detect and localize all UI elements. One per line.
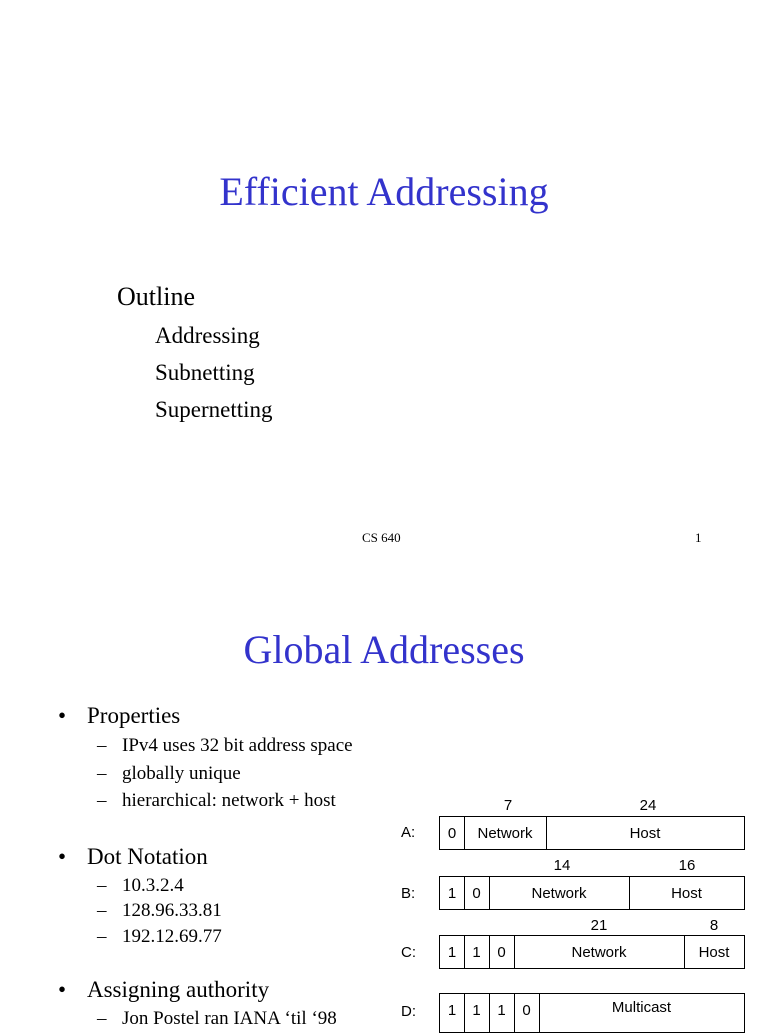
prefix-bit: 0 <box>440 817 465 849</box>
dash-marker: – <box>97 875 107 896</box>
prefix-bit: 1 <box>464 994 490 1032</box>
footer-course: CS 640 <box>362 530 401 545</box>
prefix-bit: 1 <box>464 936 490 968</box>
class-b-box <box>439 876 745 910</box>
network-field: Network <box>514 936 685 968</box>
host-field: Host <box>671 884 702 902</box>
bullet-assigning-authority <box>58 977 269 1003</box>
multicast-field: Multicast <box>611 999 672 1016</box>
bits-label-host: 8 <box>709 917 719 934</box>
bullet-marker: • <box>58 703 67 728</box>
class-d-box <box>439 993 745 1033</box>
dash-marker: – <box>97 790 107 811</box>
host-field: Host <box>629 824 661 842</box>
class-label: C: <box>401 944 416 961</box>
dash-marker: – <box>97 926 107 947</box>
outline-item: Supernetting <box>155 397 273 422</box>
bits-label-network: 14 <box>553 857 571 874</box>
sub-item-text: IPv4 uses 32 bit address space <box>122 735 353 756</box>
outline-item: Addressing <box>155 323 260 348</box>
sub-item <box>97 790 336 812</box>
dash-marker: – <box>97 900 107 921</box>
dash-marker: – <box>97 763 107 784</box>
bits-label-host: 24 <box>639 797 657 814</box>
outline-item: Subnetting <box>155 360 255 385</box>
bullet-label: Properties <box>87 703 181 728</box>
prefix-bit: 1 <box>440 994 465 1032</box>
bullet-label: Dot Notation <box>87 844 208 869</box>
bullet-label: Assigning authority <box>87 977 270 1002</box>
class-label: D: <box>401 1003 416 1020</box>
outline-heading: Outline <box>117 282 195 311</box>
prefix-bit: 1 <box>489 994 515 1032</box>
bits-label-network: 7 <box>503 797 513 814</box>
class-c-box <box>439 935 745 969</box>
prefix-bit: 0 <box>464 877 490 909</box>
sub-item-text: 128.96.33.81 <box>122 900 222 921</box>
class-label: A: <box>401 824 416 841</box>
prefix-bit: 0 <box>489 936 515 968</box>
host-field: Host <box>698 943 730 961</box>
prefix-bit: 1 <box>440 877 465 909</box>
bullet-dot-notation <box>58 844 208 870</box>
prefix-bit: 0 <box>514 994 540 1032</box>
sub-item <box>97 926 222 948</box>
sub-item <box>97 1008 337 1030</box>
bits-label-network: 21 <box>590 917 608 934</box>
sub-item-text: 192.12.69.77 <box>122 926 222 947</box>
network-field: Network <box>464 817 547 849</box>
bullet-properties <box>58 703 180 729</box>
sub-item <box>97 875 184 897</box>
sub-item-text: 10.3.2.4 <box>122 875 184 896</box>
sub-item-text: globally unique <box>122 763 241 784</box>
bits-label-host: 16 <box>678 857 696 874</box>
dash-marker: – <box>97 1008 107 1029</box>
dash-marker: – <box>97 735 107 756</box>
sub-item <box>97 735 353 757</box>
slide2-title: Global Addresses <box>243 627 525 672</box>
sub-item <box>97 763 241 785</box>
class-label: B: <box>401 885 416 902</box>
bullet-marker: • <box>58 844 67 869</box>
network-field: Network <box>489 877 630 909</box>
class-a-box <box>439 816 745 850</box>
prefix-bit: 1 <box>440 936 465 968</box>
bullet-marker: • <box>58 977 67 1002</box>
footer-page-number: 1 <box>695 530 702 545</box>
slide1-title: Efficient Addressing <box>219 169 549 214</box>
sub-item-text: Jon Postel ran IANA ‘til ‘98 <box>122 1008 337 1029</box>
sub-item <box>97 900 222 922</box>
sub-item-text: hierarchical: network + host <box>122 790 336 811</box>
